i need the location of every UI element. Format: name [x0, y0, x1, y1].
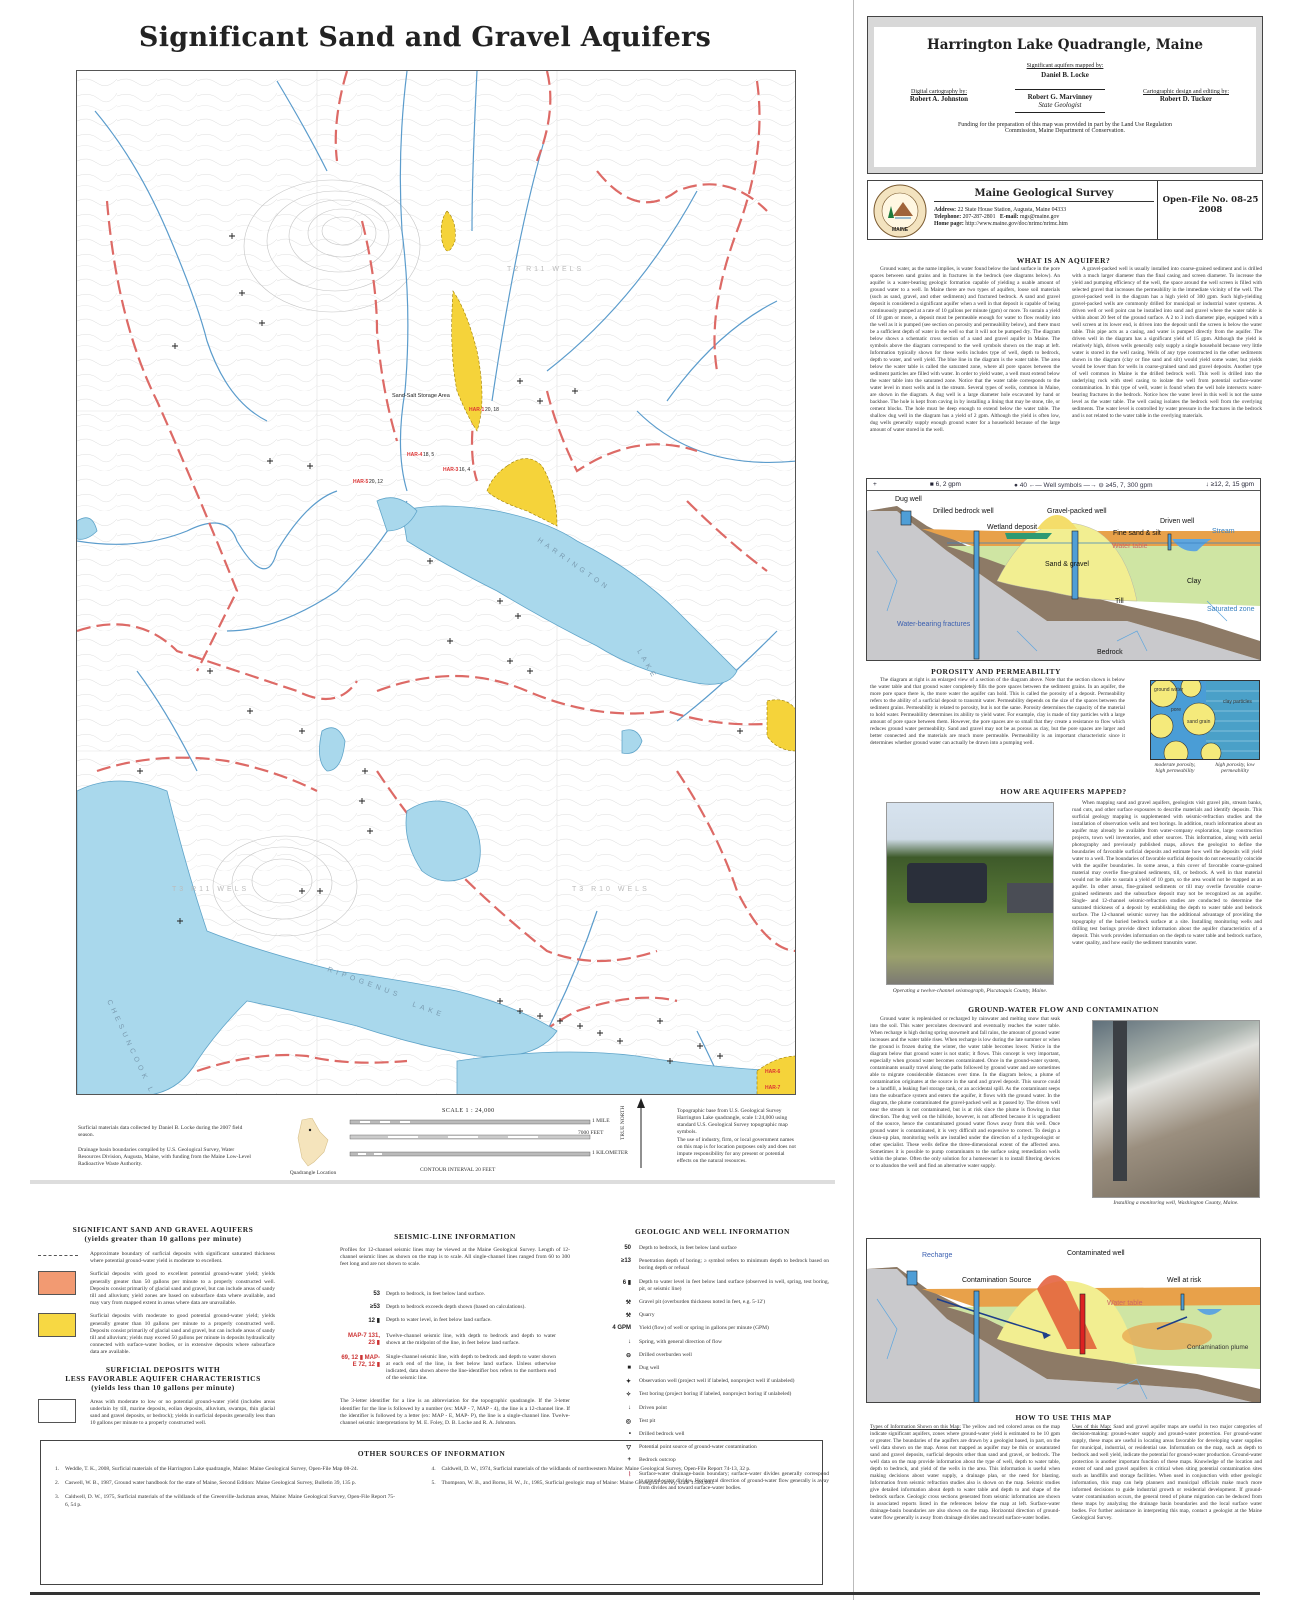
svg-text:Driven well: Driven well: [1160, 518, 1195, 525]
aquifer-text-col1: Ground water, as the name implies, is water found below the land surface in the pore spaces between sand grains and in fractures in the bedrock (see diagrams below). An aquifer is a water-bearing geologic formation capable of yielding a usable amount of ground water to a well. In Maine there are two types of aquifers, loose soil materials (such as sand, gravel, and other sediments) and fractured bedrock. A sand and gravel deposit is considered a significant aquifer when a well in that deposit is capable of being continuously pumped at a rate of 10 gallons per minute (gpm) or more. To sustain a yield of 10 gpm or more, a deposit must be permeable enough for water to flow readily into the well as it is pumped (see section on porosity and permeability below), and there must be a sufficient depth of water in the well so that it will not be pumped dry. The diagram below shows a schematic cross section of a sand and gravel aquifer in Maine. The symbols above the diagram correspond to the well symbols shown on the map at left. Information typically shown for these wells includes type of well, depth to bedrock, depth to water, and well yield. The blue line in the diagram is the water table. The area below the water table is called the saturated zone, where all pore spaces between the sediment particles are filled with water. In order to yield water, a well must extend below the water table into the saturated zone. Notice that the water table corresponds to the water level in most wells and in the stream. Several types of wells, common in Maine, are shown in the diagram. A dug well is a large diameter hole excavated by hand or backhoe. The hole is kept from caving in by installing a lining that may be stone, tile, or cement blocks. The hole must be deep enough to extend below the water table. The shallow dug well in the diagram has a yield of 2 gpm. Although the yield is often low, dug wells generally supply enough ground water for a household because of the large amount of water stored in the well.: [870, 266, 1060, 433]
monitoring-well-caption: Installing a monitoring well, Washington County, Maine.: [1113, 1200, 1239, 1206]
legend-symbol-icon: ≥13: [621, 1258, 631, 1265]
legend-symbol-icon: ⚒: [625, 1300, 631, 1307]
seismic-har5: HAR-5: [353, 479, 369, 485]
open-file-number: Open-File No. 08-25: [1162, 195, 1259, 205]
svg-text:Clay: Clay: [1187, 578, 1202, 585]
conservation-seal-icon: [873, 184, 927, 238]
legend-symbol-icon: ✧: [625, 1392, 631, 1399]
legend-symbol-icon: ↓: [628, 1404, 631, 1411]
label-harrington: HARRINGTON: [535, 536, 612, 593]
porosity-text: The diagram at right is an enlarged view of a section of the diagram above. Note that the section shown is below the water table and that ground water completely fills the pore spaces between the sediment grains. In an aquifer, the more pore space there is, the more water the aquifer can hold. This is called the porosity of a deposit. Permeability refers to the ability of a surficial deposit to transmit water. Permeability depends on the size of the spaces between the sediment grains. Permeability is related to porosity, but is not the same. Porosity determines the capacity of the material to hold water. Permeability determines its ability to yield water. For example, clay is made of tiny particles with a large amount of pore space between them. However, the pore spaces are so small that they create a resistance to flow which reduces ground water permeability. Sand and gravel may not be as porous as clay, but the pore spaces are larger and better connected and the materials are much more permeable. Permeability is an important characteristic since it determines whether ground water can actually be drawn into a pumping well.: [870, 677, 1125, 746]
yellow-aquifer-swatch: [38, 1313, 76, 1337]
svg-text:Water table: Water table: [1107, 1300, 1143, 1307]
quadrangle-locator: [292, 1118, 332, 1168]
geologic-legend-item: ✦ Observation well (project well if labeled, nonproject well if unlabeled): [605, 1378, 835, 1385]
legend-symbol-icon: ■: [627, 1365, 631, 1372]
svg-text:sand grain: sand grain: [1187, 719, 1211, 725]
svg-text:Till: Till: [1115, 598, 1124, 605]
disclaimer-note: The use of industry, firm, or local government names on this map is for location purposes only and does not impute responsibility for any present or potential effects on the natural resources.: [677, 1137, 796, 1164]
legend-item-yellow: Surficial deposits with moderate to good potential ground-water yield; yields generally greater than 10 gallons per minute to a properly constructed well. Deposits consist primarily of glacial sand and gravel, but can include areas of sandy till and alluvium; yields may exceed 50 gallons per minute in deposits hydraulically connected with surface-water bodies, or in extensive deposits where subsurface data are available.: [38, 1313, 288, 1356]
legend-symbol-icon: ↓: [628, 1338, 631, 1345]
svg-text:Stream: Stream: [1212, 528, 1235, 535]
svg-text:Drilled bedrock well: Drilled bedrock well: [933, 508, 994, 515]
svg-text:Water-bearing fractures: Water-bearing fractures: [897, 621, 971, 628]
dashed-boundary-swatch: [38, 1255, 78, 1256]
svg-text:T3 R11 WELS: T3 R11 WELS: [172, 886, 250, 893]
geologic-legend-item: ⊖ Drilled overburden well: [605, 1352, 835, 1359]
svg-text:T3 R10 WELS: T3 R10 WELS: [572, 886, 650, 893]
svg-text:Well at risk: Well at risk: [1167, 1277, 1202, 1284]
monitoring-well-photo: [1092, 1020, 1260, 1198]
source-5: Thompson, W. B., and Borns, H. W., Jr., 1985, Surficial geologic map of Maine: Maine Geological Survey, scale 1:500,000.: [441, 1480, 715, 1487]
truck-shape: [907, 863, 987, 903]
contamination-text: Ground water is replenished or recharged by rainwater and melting snow that seak into the soil. This water percolates downward and eventually reaches the water table. When recharge is high during spring snowmelt and fall rains, the amount of ground water increases and the water table rises. When recharge is low during the late summer or when the ground is frozen during the winter, the water table becomes lower. Notice in the diagram below that ground water is not static; it flows. This concept is very important, especially when ground water becomes contaminated. Once in the ground-water system, contaminants usually travel along the paths followed by ground water and are sometimes able to migrate considerable distances over time. In the diagram below, a plume of contamination originates at the source in the sand and gravel deposit. This source could be a landfill, a leaking fuel storage tank, or an accidental spill. As the contaminant seeps into the subsurface system and enters the aquifer, it flows with the ground water. In the diagram, the plume contaminated the gravel-packed well as it passed by. The driven well near the stream is not contaminated, but is at risk since the plume is flowing in that direction. The dug well on the hillside, however, is not affected because it is upgradient of the source, hence the contaminated ground water flows away from this well. Once ground water is contaminated, it is very difficult and expensive to correct. To design a clean-up plan, monitoring wells are installed under the direction of a hydrogeologist or other specialist. These wells define the three-dimensional extent of the affected area. Sometimes it is possible to pump contaminants to the surface using remediation wells within the plume. Often the only solution for a homeowner is to install filtering devices or to abandon the well and find an alternative water supply.: [870, 1016, 1060, 1169]
svg-text:Sand & gravel: Sand & gravel: [1045, 561, 1089, 568]
geologic-legend-item: 4 GPM Yield (flow) of well or spring in gallons per minute (GPM): [605, 1325, 835, 1332]
other-sources-box: OTHER SOURCES OF INFORMATION 1. Weddle, T. K., 2008, Surficial materials of the Harrington Lake quadrangle, Maine: Maine Geological Survey, Open-File Map 08-24. 2. Caswell, W. B., 1987, Ground water handbook for the state of Maine, Second Edition: Maine Geological Survey, Bulletin 39, 135 p. 3. Caldwell, D. W., 1975, Surficial materials of the wildlands of the Greenville-Jackman areas, Maine: Maine Geological Survey, Open-File Report 75-6, 54 p. 4. Caldwell, D. W., 1974, Surficial materials of the wildlands of northwestern Maine: Maine Geological Survey, Open-File Report 74-13, 32 p. 5. Thompson, W. B., and Borns, H. W., Jr., 1985, Surficial geologic map of Maine: Maine Geological Survey, scale 1:500,000.: [40, 1440, 823, 1585]
open-file-year: 2008: [1198, 205, 1223, 215]
svg-text:Water table: Water table: [1112, 543, 1148, 550]
section-divider: [30, 1180, 835, 1184]
porosity-heading: POROSITY AND PERMEABILITY: [931, 667, 1061, 676]
map-canvas[interactable]: [77, 71, 796, 1095]
geologic-legend-item: 6 ▮ Depth to water level in feet below land surface (observed in well, spring, test boring, pit, or seismic line): [605, 1279, 835, 1293]
legend-symbol-icon: ⚒: [625, 1313, 631, 1320]
auger-shape: [1113, 1021, 1127, 1181]
label-sand-salt: Sand-Salt Storage Area: [392, 393, 450, 399]
geologic-legend-item: ⚒ Quarry: [605, 1312, 835, 1319]
how-to-use-col1: Types of Information Shown on this Map: The yellow and red colored areas on the map indicate significant aquifers, zones where ground-water yield is estimated to be 10 gpm or greater. The boundaries of the aquifers are drawn by a geologist based, in part, on the well data shown on the map. Areas not mapped as aquifer may be thin or unsaturated sand and gravel deposits, surficial deposits other than sand and gravel, or bedrock. The well data on the map provide information about the type of well, depth to water table, depth to bedrock, and yield of the wells in the area. This information is useful when making decisions about water supply, a drainage plan, or the need for blasting. Information from seismic refraction studies also is shown on the map. Seismic studies give detailed information about depth to water table and depth to and shape of the bedrock surface. Geologic cross sections generated from seismic information are shown in associated reports listed in the references below the map at left. Surface-water drainage-basin boundaries are also shown on the map. Horizontal direction of ground-water flow generally is away from drainage divides and toward surface-water bodies.: [870, 1424, 1060, 1521]
mapped-text: When mapping sand and gravel aquifers, geologists visit gravel pits, stream banks, road cuts, and other surface exposures to describe materials and identify deposits. This surficial geology mapping is supplemented with seismic-refraction studies and the installation of observation wells and test borings. In addition, much information about an aquifer may already be available from water-company exploration, large construction projects, town well inventories, and other sources. This information, along with aerial photography and previously published maps, allows the geologist to define the boundaries of favorable surficial deposits and estimate how well the deposits will yield water to a well. The boundaries of favorable surficial deposits do not necessarily coincide with the aquifer boundaries. In some areas, a thin cover of favorable coarse-grained material may overlie fine-grained sediments, till, or bedrock. A well in that material would not be able to sustain a yield of 10 gpm, so the area would not be mapped as an aquifer. In other areas, fine-grained sediments or till may overlie favorable coarse-grained sediments and the subsurface deposit may not be recognized as an aquifer. Single- and 12-channel seismic-refraction studies are conducted to determine the saturated thickness of a deposit by establishing the depth to water table and bedrock surface. The 12-channel seismic survey has the additional advantage of providing the topography of the buried bedrock surface at a site. Installing monitoring wells and drilling test borings provide direct information about the aquifer characteristics of a deposit. This work provides information on the depth to water table and bedrock surface, water quality, and how easily the sediment transmits water.: [1072, 800, 1262, 946]
svg-text:Wetland deposit: Wetland deposit: [987, 524, 1038, 531]
legend-symbol-icon: +: [627, 1457, 631, 1464]
legend-symbol-icon: ⌇: [628, 1471, 631, 1478]
title-block: Harrington Lake Quadrangle, Maine Significant aquifers mapped by: Daniel B. Locke Digital cartography by: Robert A. Johnston Robert G. Marvinney State Geologist Cartographic design and editing by: Robert D. Tucker Funding for the preparation of this map was provided in part by the Land Use Regulation Commission, Maine Department of Conservation.: [867, 16, 1263, 174]
svg-text:Gravel-packed well: Gravel-packed well: [1047, 508, 1107, 515]
svg-text:20, 18: 20, 18: [485, 407, 499, 413]
svg-text:LAKE: LAKE: [411, 1001, 446, 1020]
seismic-har1: HAR-1: [469, 407, 485, 413]
legend-seismic: SEISMIC-LINE INFORMATION Profiles for 12-channel seismic lines may be viewed at the Maine Geological Survey. Length of 12-channel seismic lines as shown on the map is to scale. All single-channel lines ranged from 60 to 300 feet long and are not shown to scale. 53 Depth to bedrock, in feet below land surface. ≥53 Depth to bedrock exceeds depth shown (based on calculations). 12 ▮ Depth to water level, in feet below land surface. MAP-7 131, 23 ▮ Twelve-channel seismic line, with depth to bedrock and depth to water shown at the midpoint of the line, in feet below land surface. 69, 12 ▮ MAP-E 72, 12 ▮ Single-channel seismic line, with depth to bedrock and depth to water shown at each end of the line, in feet below land surface. Unless otherwise indicated, data shown above the line-identifier box refers to the northern end of the seismic line. The 3-letter identifier for a line is an abbreviation for the topographic quadrangle. If the 3-letter identifier for the line is followed by a number (ex: MAP - 7, MAP - 4), the line is a 12-channel line. If the identifier is followed by a letter (ex: MAP - E, MAP- P), the line is a single-channel line. Twelve-channel seismic interpretations by M. E. Foley, D. B. Locke and R. A. Johnston.: [340, 1232, 570, 1427]
geologic-legend-item: ▽ Potential point source of ground-water contamination: [605, 1444, 835, 1451]
page-title: Significant Sand and Gravel Aquifers: [138, 22, 712, 53]
seismic-har3: HAR-3: [443, 467, 459, 473]
seismic-har7: HAR-7: [765, 1085, 781, 1091]
source-4: Caldwell, D. W., 1974, Surficial materials of the wildlands of northwestern Maine: Maine Geological Survey, Open-File Report 74-13, 32 p.: [441, 1466, 751, 1472]
how-to-use-heading: HOW TO USE THIS MAP: [1015, 1413, 1112, 1422]
geologic-legend-item: ⌇ Surface-water drainage-basin boundary; surface-water divides generally correspond to ground-water divides. Horizontal direction of ground-water flow generally is away from divides and toward surface-water bodies.: [605, 1471, 835, 1493]
legend-geologic: GEOLOGIC AND WELL INFORMATION 50 Depth to bedrock, in feet below land surface ≥13 Penetration depth of boring; ≥ symbol refers to minimum depth to bedrock based on boring depth or refusal 6 ▮ Depth to water level in feet below land surface (observed in well, spring, test boring, pit, or seismic line) ⚒ Gravel pit (overburden thickness noted in feet, e.g. 5-12') ⚒ Quarry 4 GPM Yield (flow) of well or spring in gallons per minute (GPM) ↓ Spring, with general direction of flow ⊖ Drilled overburden well ■ Dug well ✦ Observation well (project well if labeled, nonproject well if unlabeled) ✧ Test boring (project boring if labeled, nonproject boring if unlabeled) ↓ Driven point ◎ Test pit • Drilled bedrock well ▽ Potential point source of ground-water contamination + Bedrock outcrop ⌇ Surface-water drainage-basin boundary; surface-water divides generally correspond to ground-water divides. Horizontal direction of ground-water flow generally is away from divides and toward surface-water bodies.: [605, 1227, 835, 1498]
svg-text:Recharge: Recharge: [922, 1252, 953, 1259]
legend-symbol-icon: 4 GPM: [612, 1325, 631, 1332]
contour-interval: CONTOUR INTERVAL 20 FEET: [420, 1167, 496, 1173]
svg-text:Contamination Source: Contamination Source: [962, 1277, 1032, 1284]
svg-text:MAINE: MAINE: [891, 227, 909, 233]
homepage-link[interactable]: http://www.maine.gov/doc/nrimc/nrimc.htm: [965, 221, 1068, 228]
aquifer-map[interactable]: [76, 70, 796, 1095]
seismograph-photo: [886, 802, 1054, 985]
white-deposit-swatch: [38, 1399, 76, 1423]
source-2: Caswell, W. B., 1987, Ground water handbook for the state of Maine, Second Edition: Maine Geological Survey, Bulletin 39, 135 p.: [65, 1480, 356, 1487]
svg-text:T2 R11 WELS: T2 R11 WELS: [507, 266, 585, 273]
legend-item-white: Areas with moderate to low or no potential ground-water yield (includes areas underlain by till, marine deposits, eolian deposits, alluvium, swamps, thin glacial sand and gravel deposits, or bedrock); yields in surficial deposits generally less than 10 gallons per minute to a properly constructed well.: [38, 1399, 288, 1428]
mgs-block: MAINE Maine Geological Survey Address: 22 State House Station, Augusta, Maine 04333 Telephone: 207-287-2801 E-mail: mgs@maine.gov Home page: http://www.maine.gov/doc/nrimc/nrimc.htm Open-File No. 08-25 2008: [867, 180, 1263, 240]
legend-item-boundary: Approximate boundary of surficial deposits with significant saturated thickness where potential ground-water yield is moderate to excellent.: [38, 1251, 288, 1265]
legend-symbol-icon: 50: [624, 1245, 631, 1251]
mgs-org-name: Maine Geological Survey: [934, 188, 1154, 202]
geologic-legend-item: + Bedrock outcrop: [605, 1457, 835, 1464]
aquifer-text-col2: A gravel-packed well is usually installed into coarse-grained sediment and is drilled with a much larger diameter than the final casing and screen diameter. To increase the yield and pumping efficiency of the well, the space around the well screen is filled with selected gravel that increases the permeability in the immediate vicinity of the well. The gravel-packed well in the diagram has a high yield of 300 gpm. Such high-yielding gravel-packed wells are commonly drilled for municipal or industrial water systems. A driven well or well point can be installed into sand and gravel where the water table is within about 20 feet of the ground surface. A 2 to 3 inch diameter pipe, equipped with a well screen at its lower end, is driven into the deposit until the screen is below the water table. This pipe acts as a casing, and water is pumped directly from the aquifer. The driven well in the diagram has a significant yield of 15 gpm. Although the yield is relatively high, driven wells generally only supply a single household because very little water is stored in the well casing. Wells of any type constructed in the other sediments shown in the diagram (clay or fine sand and silt) would yield some water, but yields would be lower than for wells in coarse-grained sand and gravel deposits. Another type of well common in Maine is the drilled bedrock well. This well is drilled into the underlying rock with steel casing to isolate the well from potential surface-water contamination. In this type of well, water is found when the well hole intersects water-bearing fractures in the bedrock. Notice how the water level in this well is not the same level as the water table. The well casing isolates the bedrock well from the overlying sediments. The water level is controlled by water pressure in the fractures in the bedrock and is not related to the water table in the overlying materials.: [1072, 266, 1262, 419]
porosity-diagram: [1150, 680, 1260, 760]
drainage-note: Drainage basin boundaries compiled by U.S. Geological Survey, Water Resources Division, Augusta, Maine, with funding from the Maine Low-Level Radioactive Waste Authority.: [78, 1147, 251, 1167]
quad-title: Harrington Lake Quadrangle, Maine: [927, 37, 1203, 53]
svg-text:Contamination plume: Contamination plume: [1187, 1344, 1249, 1351]
funding-note: Funding for the preparation of this map was provided in part by the Land Use Regulation Commission, Maine Department of Conservation.: [957, 122, 1173, 134]
svg-text:16, 4: 16, 4: [459, 467, 471, 473]
quadrangle-location-label: Quadrangle Location: [289, 1170, 337, 1176]
north-arrow-icon: [636, 1098, 646, 1168]
aquifer-cross-section-diagram: [866, 478, 1261, 661]
legend-item-orange: Surficial deposits with good to excellent potential ground-water yield; yields generally greater than 50 gallons per minute to a properly constructed well. Deposits consist primarily of glacial sand and gravel, but can include areas of sandy till and alluvium; yield zones are based on subsurface data where available, and may vary from mapped extent in areas where data are unavailable.: [38, 1271, 288, 1307]
aquifer-heading: WHAT IS AN AQUIFER?: [1016, 256, 1111, 265]
label-ripogenus: RIPOGENUS: [326, 966, 403, 1000]
legend-symbol-icon: 6 ▮: [622, 1279, 631, 1286]
legend-symbol-icon: ◎: [625, 1418, 631, 1425]
scale-title: SCALE 1 : 24,000: [442, 1108, 495, 1114]
geologic-legend-item: 50 Depth to bedrock, in feet below land surface: [605, 1245, 835, 1252]
bottom-rule: [30, 1592, 1260, 1595]
svg-text:Dug well: Dug well: [895, 496, 922, 503]
maine-outline-icon: [292, 1118, 332, 1168]
how-to-use-col2: Uses of this Map: Sand and gravel aquifer maps are useful in two major categories of decision-making: ground-water supply and ground-water protection. For ground-water supply, these maps are useful in locating areas favorable for developing water supplies for municipal, industrial, or residential use. Information on the map, such as depth to bedrock and well yield, indicate the potential for ground-water production. Ground-water protection is another important function of these maps. Knowledge of the location and extent of sand and gravel aquifers is critical when siting potential contamination sites such as landfills and storage facilities. When used in conjunction with other geologic information, this map can help planners and municipal officials make much more informed decisions to guide industrial growth or residential development. If ground-water contamination occurs, the general trend of plume migration can be deduced from these maps by analyzing the drainage basin boundaries and the local surface water bodies. For further assistance in interpreting this map, contact a geologist at the Maine Geological Survey.: [1072, 1424, 1262, 1521]
orange-aquifer-swatch: [38, 1271, 76, 1295]
svg-text:pore: pore: [1171, 707, 1182, 713]
seismic-har4: HAR-4: [407, 452, 423, 458]
svg-text:20, 12: 20, 12: [369, 479, 383, 485]
legend-symbol-icon: ⊖: [625, 1352, 631, 1359]
well-symbol-row: + ■ 6, 2 gpm ● 40 ←— Well symbols —→ ⊖ ≥45, 7, 300 gpm ↓ ≥12, 2, 15 gpm: [867, 479, 1260, 491]
state-geologist: Robert G. Marvinney: [1027, 93, 1093, 101]
contamination-diagram: [866, 1238, 1261, 1403]
scale-bar: [348, 1118, 594, 1163]
source-1: Weddle, T. K., 2008, Surficial materials of the Harrington Lake quadrangle, Maine: Maine Geological Survey, Open-File Map 08-24.: [65, 1466, 359, 1472]
mapped-by-name: Daniel B. Locke: [1041, 71, 1089, 79]
svg-text:LAKE: LAKE: [635, 648, 659, 682]
data-collection-note: Surficial materials data collected by Daniel B. Locke during the 2007 field season.: [78, 1125, 243, 1138]
seismic-har6: HAR-6: [765, 1069, 781, 1075]
geologic-legend-item: • Drilled bedrock well: [605, 1431, 835, 1438]
svg-text:ground water: ground water: [1154, 687, 1184, 693]
legend-symbol-icon: •: [628, 1431, 631, 1438]
topo-base-note: Topographic base from U.S. Geological Survey Harrington Lake quadrangle, scale 1:24,000 using standard U.S. Geological Survey topographic map symbols.: [677, 1108, 788, 1135]
geologic-legend-item: ■ Dug well: [605, 1365, 835, 1372]
svg-text:18, 5: 18, 5: [423, 452, 435, 458]
geologic-legend-item: ↓ Driven point: [605, 1405, 835, 1412]
svg-text:Fine sand & silt: Fine sand & silt: [1113, 530, 1161, 537]
svg-text:Saturated zone: Saturated zone: [1207, 606, 1255, 613]
legend-symbol-icon: ▽: [626, 1445, 631, 1452]
geologic-legend-item: ⚒ Gravel pit (overburden thickness noted in feet, e.g. 5-12'): [605, 1299, 835, 1306]
svg-text:Contaminated well: Contaminated well: [1067, 1250, 1125, 1257]
column-divider: [853, 0, 854, 1600]
legend-symbol-icon: ✦: [625, 1379, 631, 1386]
legend-aquifers: SIGNIFICANT SAND AND GRAVEL AQUIFERS (yields greater than 10 gallons per minute) Approximate boundary of surficial deposits with significant saturated thickness where potential ground-water yield is moderate to excellent. Surficial deposits with good to excellent potential ground-water yield; yields generally greater than 50 gallons per minute to a properly constructed well. Deposits consist primarily of glacial sand and gravel, but can include areas of sandy till and alluvium; yield zones are based on subsurface data where available, and may vary from mapped extent in areas where data are unavailable. Surficial deposits with moderate to good potential ground-water yield; yields generally greater than 10 gallons per minute to a properly constructed well. Deposits consist primarily of glacial sand and gravel, but can include areas of sandy till and alluvium; yields may exceed 50 gallons per minute in deposits hydraulically connected with surface-water bodies, or in extensive deposits where subsurface data are available. SURFICIAL DEPOSITS WITH LESS FAVORABLE AQUIFER CHARACTERISTICS (yields less than 10 gallons per minute) Areas with moderate to low or no potential ground-water yield (includes areas underlain by till, marine deposits, eolian deposits, alluvium, swamps, thin glacial sand and gravel deposits, or bedrock); yields in surficial deposits generally less than 10 gallons per minute to a properly constructed well.: [38, 1225, 288, 1427]
mapped-heading: HOW ARE AQUIFERS MAPPED?: [1000, 787, 1127, 796]
svg-text:clay particles: clay particles: [1223, 699, 1252, 705]
geologic-legend-item: ≥13 Penetration depth of boring; ≥ symbol refers to minimum depth to bedrock based on boring depth or refusal: [605, 1258, 835, 1272]
geologic-legend-item: ◎ Test pit: [605, 1418, 835, 1425]
svg-text:Bedrock: Bedrock: [1097, 649, 1123, 656]
source-3: Caldwell, D. W., 1975, Surficial materials of the wildlands of the Greenville-Jackman areas, Maine: Maine Geological Survey, Open-File Report 75-6, 54 p.: [65, 1494, 395, 1508]
geologic-legend-item: ↓ Spring, with general direction of flow: [605, 1339, 835, 1346]
geologic-legend-item: ✧ Test boring (project boring if labeled, nonproject boring if unlabeled): [605, 1391, 835, 1398]
email-link[interactable]: mgs@maine.gov: [1019, 214, 1060, 221]
contamination-heading: GROUND-WATER FLOW AND CONTAMINATION: [968, 1005, 1159, 1014]
seismograph-caption: Operating a twelve-channel seismograph, Piscataquis County, Maine.: [892, 988, 1048, 994]
